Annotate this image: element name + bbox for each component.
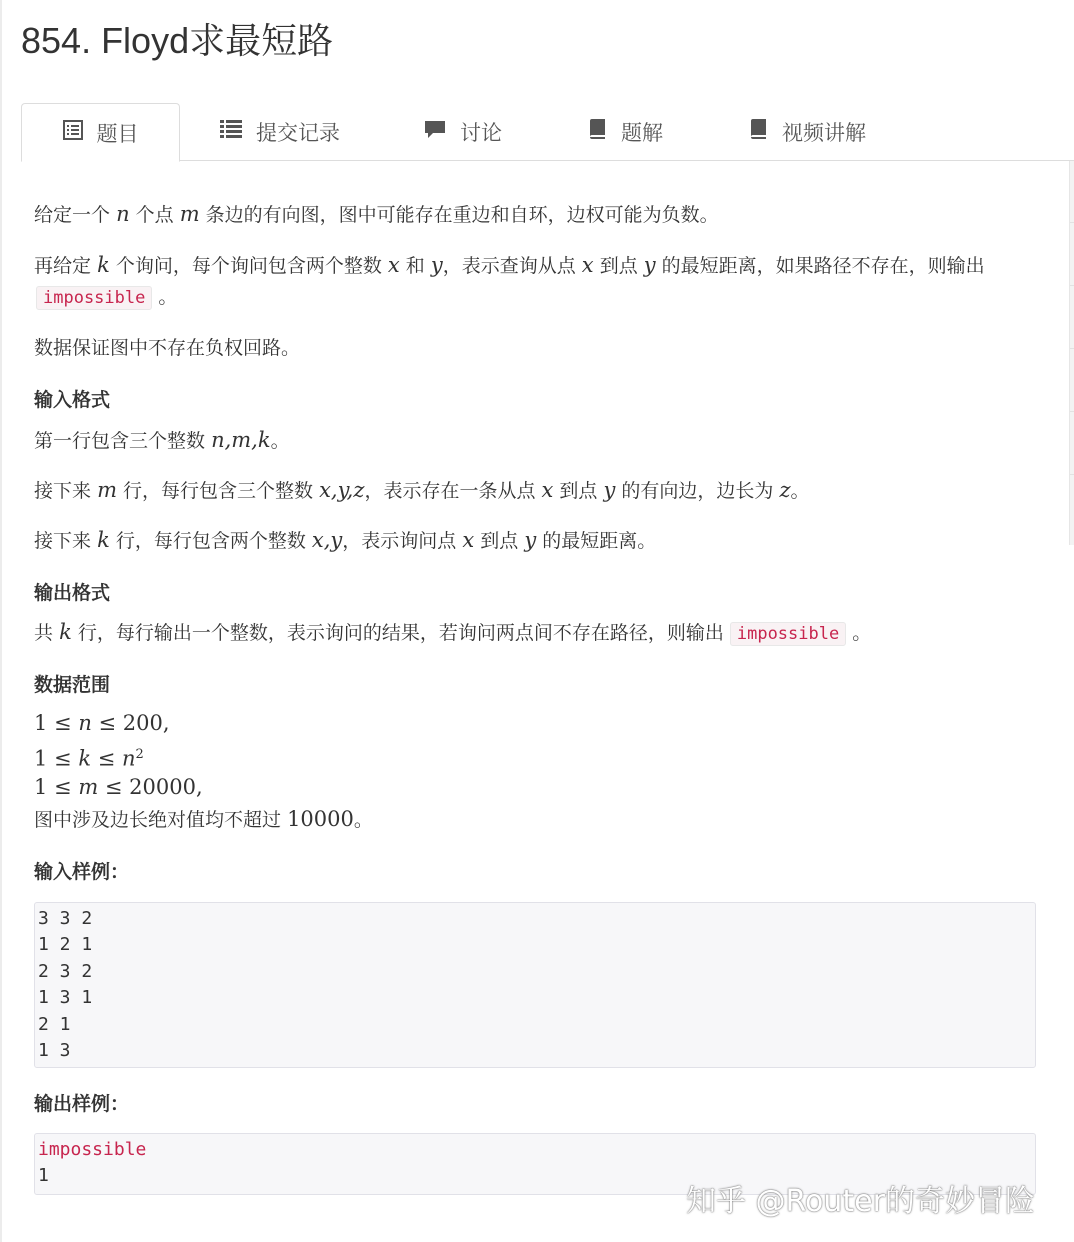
range-line-1: 1 ≤ n ≤ 200, [34, 711, 170, 735]
tab-discussion[interactable] [424, 103, 502, 160]
tab-label: 视频讲解 [782, 120, 866, 145]
zhihu-watermark: 知乎 @Router的奇妙冒险 [686, 1184, 1035, 1219]
input-format-line-1: 第一行包含三个整数 n,m,k。 [34, 428, 290, 452]
range-line-2: $1 \le k \le n^2$ [34, 746, 144, 771]
range-line-4: 图中涉及边长绝对值均不超过 10000。 [34, 807, 373, 831]
tab-submissions[interactable] [220, 103, 340, 160]
list-alt-icon [63, 120, 83, 145]
tab-label: 提交记录 [256, 120, 340, 145]
output-format-line-1: 共 k 行，每行输出一个整数，表示询问的结果，若询问两点间不存在路径，则输出 impossible 。 [34, 620, 872, 644]
problem-tabs [21, 103, 1074, 161]
description-paragraph-2-cont: impossible 。 [34, 282, 177, 313]
book-icon [587, 118, 607, 145]
range-line-3: 1 ≤ m ≤ 20000, [34, 775, 203, 799]
page-left-border [0, 0, 2, 1242]
input-format-line-2: 接下来 m 行，每行包含三个整数 x,y,z，表示存在一条从点 x 到点 y 的有向边，边长为 z。 [34, 478, 810, 502]
input-format-heading: 输入格式 [34, 389, 111, 411]
sample-input-heading: 输入样例： [34, 861, 130, 883]
problem-title: 854. Floyd求最短路 [21, 20, 334, 61]
description-paragraph-2: 再给定 k 个询问，每个询问包含两个整数 x 和 y，表示查询从点 x 到点 y 的最短距离，如果路径不存在，则输出 [34, 253, 985, 277]
sample-output-heading: 输出样例： [34, 1093, 130, 1115]
code-line: 2 3 2 [38, 960, 93, 982]
tab-problem[interactable] [21, 103, 180, 162]
comment-icon [424, 119, 446, 144]
book-icon [748, 118, 768, 145]
description-paragraph-1: 给定一个 n 个点 m 条边的有向图，图中可能存在重边和自环，边权可能为负数。 [34, 202, 719, 226]
sample-input-block[interactable] [34, 902, 1036, 1068]
input-format-line-3: 接下来 k 行，每行包含两个整数 x,y，表示询问点 x 到点 y 的最短距离。 [34, 528, 657, 552]
right-sidebar-edge [1069, 160, 1074, 545]
code-line: 1 [38, 1165, 49, 1187]
code-line: 3 3 2 [38, 908, 93, 929]
list-icon [220, 119, 242, 144]
data-range-heading: 数据范围 [34, 674, 111, 696]
tab-label: 讨论 [460, 120, 502, 145]
code-line: 1 3 1 [38, 987, 93, 1009]
code-line: 2 1 [38, 1013, 71, 1035]
tab-label: 题解 [621, 120, 663, 145]
tab-solutions[interactable] [587, 103, 663, 160]
tab-video[interactable] [748, 103, 866, 160]
code-line: 1 2 1 [38, 934, 93, 956]
code-line: impossible [38, 1139, 147, 1160]
output-format-heading: 输出格式 [34, 582, 111, 604]
code-line: 1 3 [38, 1040, 71, 1062]
inline-code: impossible [730, 622, 846, 646]
description-paragraph-3: 数据保证图中不存在负权回路。 [34, 337, 301, 359]
tab-label: 题目 [96, 121, 139, 146]
inline-code: impossible [36, 286, 152, 310]
